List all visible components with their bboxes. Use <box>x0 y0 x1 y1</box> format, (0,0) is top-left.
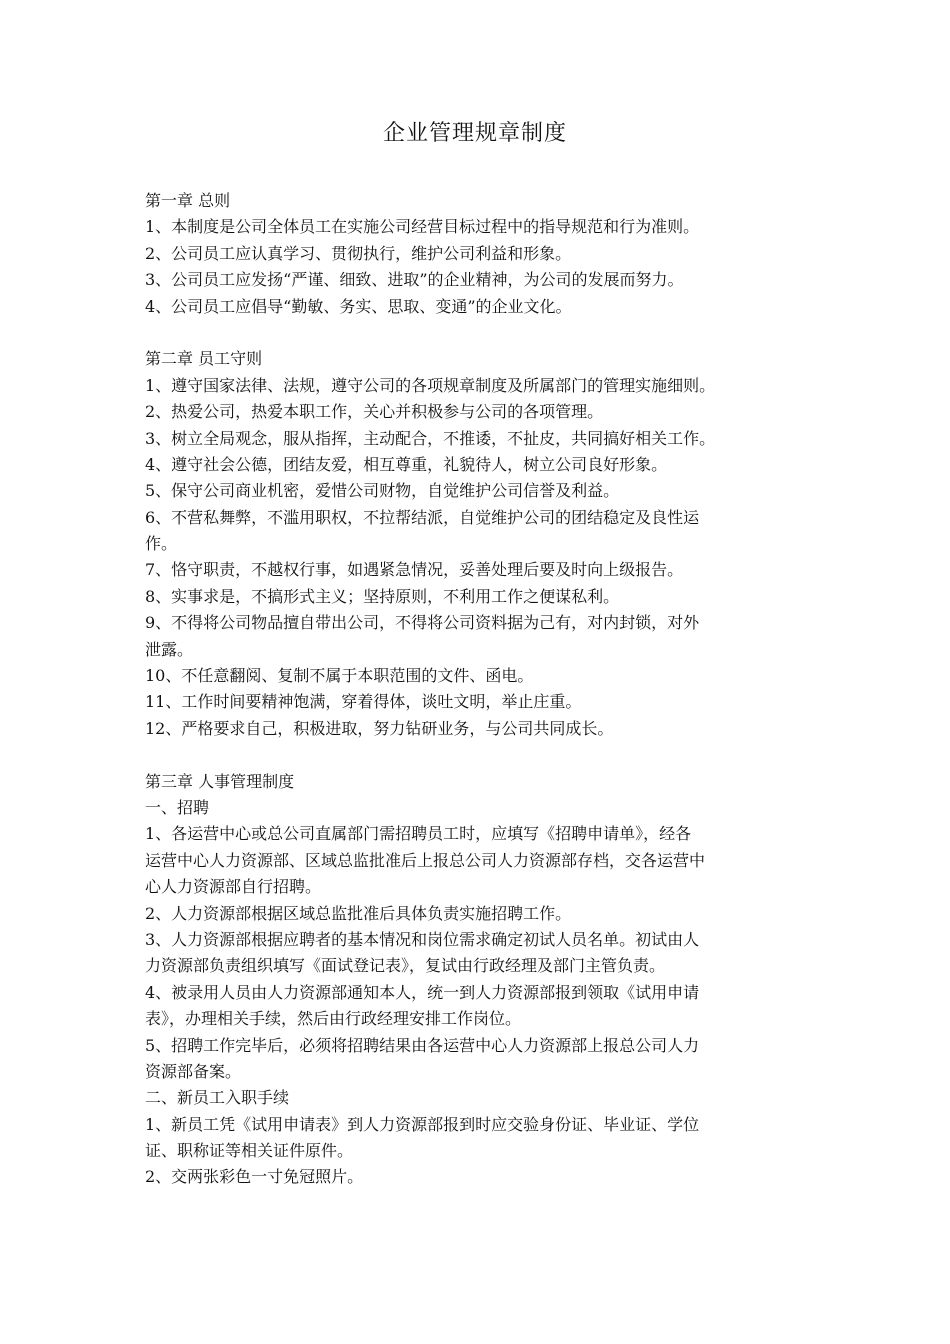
chapter-heading: 第二章 员工守则 <box>145 349 263 369</box>
clause-line: 3、人力资源部根据应聘者的基本情况和岗位需求确定初试人员名单。初试由人 <box>145 929 700 949</box>
clause-line: 证、职称证等相关证件原件。 <box>145 1141 354 1161</box>
clause-line: 2、公司员工应认真学习、贯彻执行，维护公司利益和形象。 <box>145 243 572 263</box>
clause-line: 4、遵守社会公德，团结友爱，相互尊重，礼貌待人，树立公司良好形象。 <box>145 454 668 474</box>
document-title: 企业管理规章制度 <box>382 121 567 146</box>
clause-line: 运营中心人力资源部、区域总监批准后上报总公司人力资源部存档，交各运营中 <box>145 850 706 870</box>
clause-line: 3、公司员工应发扬“严谨、细致、进取”的企业精神，为公司的发展而努力。 <box>145 270 684 290</box>
clause-line: 心人力资源部自行招聘。 <box>145 877 322 897</box>
clause-line: 5、保守公司商业机密，爱惜公司财物，自觉维护公司信誉及利益。 <box>145 481 620 501</box>
clause-line: 资源部备案。 <box>145 1061 242 1081</box>
clause-line: 7、恪守职责，不越权行事，如遇紧急情况，妥善处理后要及时向上级报告。 <box>145 560 684 580</box>
section-gap <box>145 742 815 768</box>
subsection-heading: 一、招聘 <box>145 797 210 817</box>
subsection-heading: 二、新员工入职手续 <box>145 1088 290 1108</box>
document-page <box>145 0 815 1344</box>
chapter-2 <box>145 346 815 742</box>
clause-line: 泄露。 <box>145 639 194 659</box>
document-body <box>145 188 815 1191</box>
clause-line: 12、严格要求自己，积极进取，努力钻研业务，与公司共同成长。 <box>145 718 614 738</box>
clause-line: 表》，办理相关手续，然后由行政经理安排工作岗位。 <box>145 1009 522 1029</box>
clause-line: 作。 <box>145 534 178 554</box>
clause-line: 1、各运营中心或总公司直属部门需招聘员工时，应填写《招聘申请单》，经各 <box>145 824 692 844</box>
clause-line: 8、实事求是，不搞形式主义；坚持原则，不利用工作之便谋私利。 <box>145 586 620 606</box>
section-gap <box>145 320 815 346</box>
clause-line: 9、不得将公司物品擅自带出公司，不得将公司资料据为己有，对内封锁，对外 <box>145 613 700 633</box>
clause-line: 1、本制度是公司全体员工在实施公司经营目标过程中的指导规范和行为准则。 <box>145 217 700 237</box>
clause-line: 5、招聘工作完毕后，必须将招聘结果由各运营中心人力资源部上报总公司人力 <box>145 1035 700 1055</box>
clause-line: 4、公司员工应倡导“勤敏、务实、思取、变通”的企业文化。 <box>145 296 572 316</box>
clause-line: 1、遵守国家法律、法规，遵守公司的各项规章制度及所属部门的管理实施细则。 <box>145 375 716 395</box>
clause-line: 2、人力资源部根据区域总监批准后具体负责实施招聘工作。 <box>145 903 572 923</box>
chapter-heading: 第三章 人事管理制度 <box>145 771 295 791</box>
clause-line: 6、不营私舞弊，不滥用职权，不拉帮结派，自觉维护公司的团结稳定及良性运 <box>145 507 700 527</box>
clause-line: 10、不任意翻阅、复制不属于本职范围的文件、函电。 <box>145 666 534 686</box>
clause-line: 3、树立全局观念，服从指挥，主动配合，不推诿，不扯皮，共同搞好相关工作。 <box>145 428 716 448</box>
clause-line: 2、交两张彩色一寸免冠照片。 <box>145 1167 364 1187</box>
chapter-heading: 第一章 总则 <box>145 191 231 210</box>
chapter-3 <box>145 769 815 1191</box>
clause-line: 2、热爱公司，热爱本职工作，关心并积极参与公司的各项管理。 <box>145 402 604 422</box>
clause-line: 1、新员工凭《试用申请表》到人力资源部报到时应交验身份证、毕业证、学位 <box>145 1114 700 1134</box>
clause-line: 11、工作时间要精神饱满，穿着得体，谈吐文明，举止庄重。 <box>145 692 582 712</box>
clause-line: 力资源部负责组织填写《面试登记表》，复试由行政经理及部门主管负责。 <box>145 956 666 976</box>
chapter-1 <box>145 188 815 320</box>
clause-line: 4、被录用人员由人力资源部通知本人，统一到人力资源部报到领取《试用申请 <box>145 982 700 1002</box>
